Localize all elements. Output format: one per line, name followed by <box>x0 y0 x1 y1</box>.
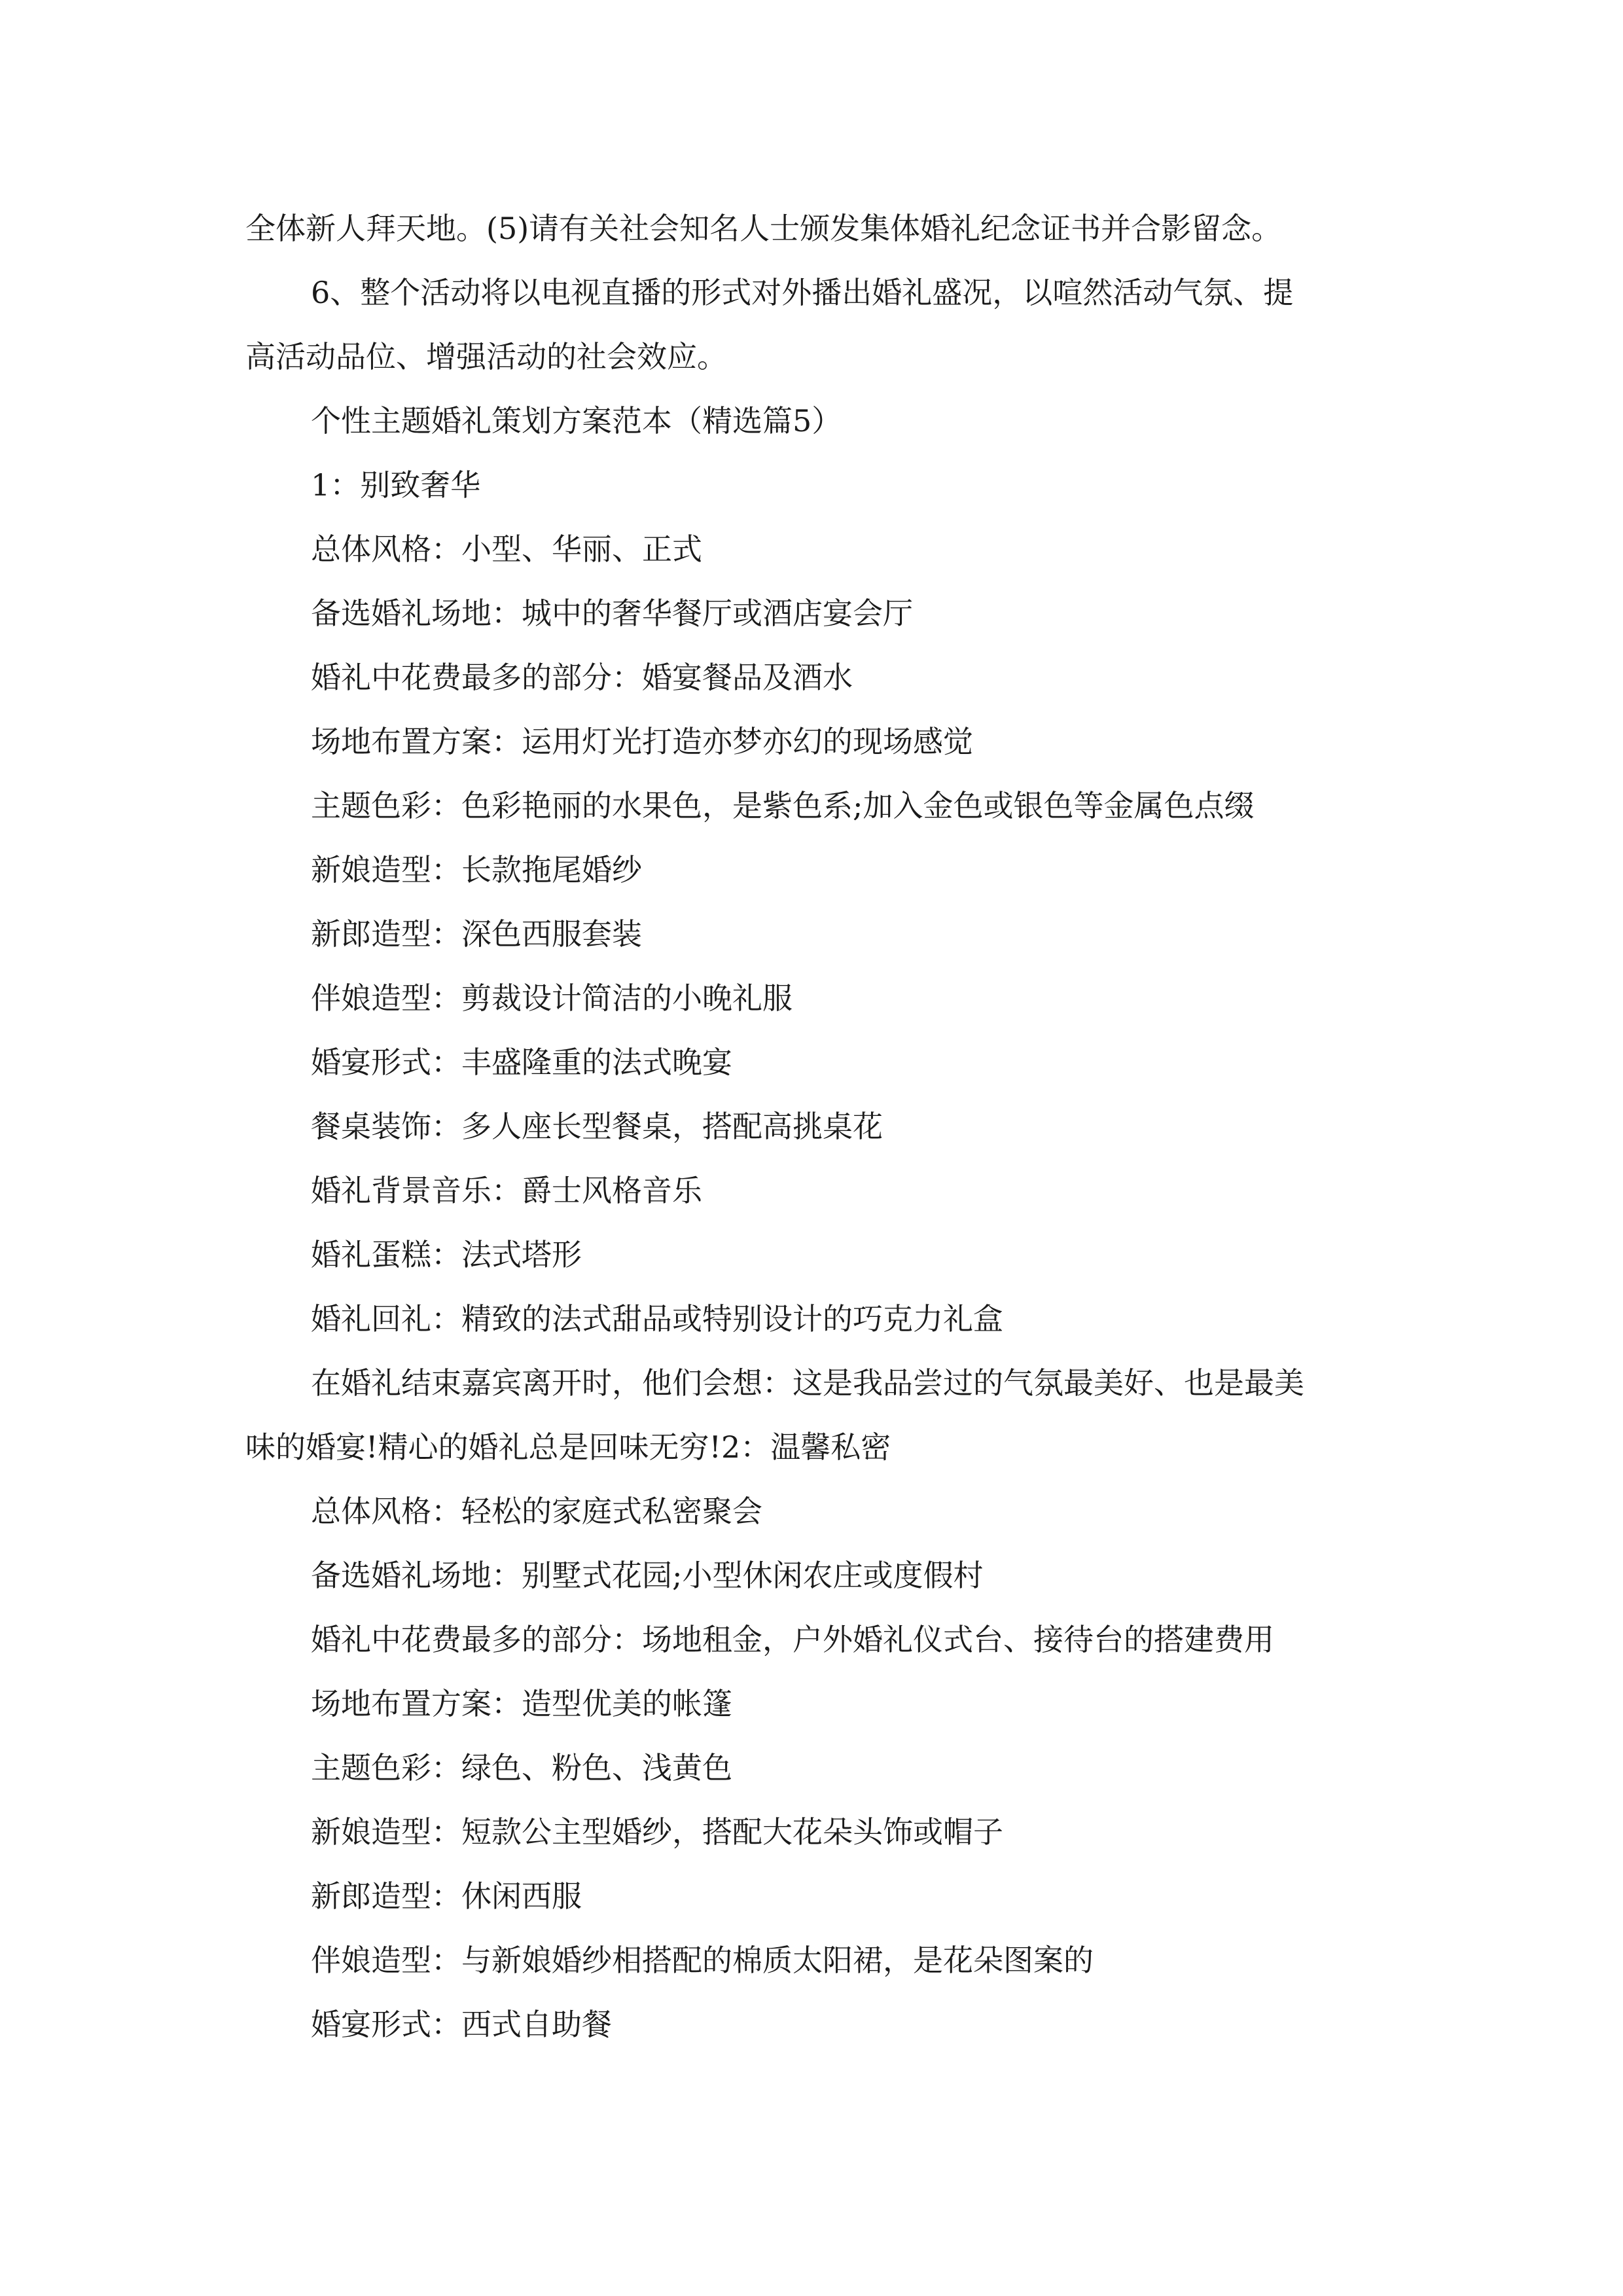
text-line: 新娘造型：长款拖尾婚纱 <box>311 852 642 888</box>
text-line: 主题色彩：色彩艳丽的水果色，是紫色系;加入金色或银色等金属色点缀 <box>311 788 1255 823</box>
text-line: 婚宴形式：丰盛隆重的法式晚宴 <box>311 1045 732 1080</box>
text-line: 婚礼背景音乐：爵士风格音乐 <box>311 1173 702 1208</box>
text-line: 场地布置方案：运用灯光打造亦梦亦幻的现场感觉 <box>311 724 973 759</box>
text-line: 婚宴形式：西式自助餐 <box>311 2007 612 2042</box>
text-line: 婚礼中花费最多的部分：婚宴餐品及酒水 <box>311 660 853 695</box>
text-line: 全体新人拜天地。(5)请有关社会知名人士颁发集体婚礼纪念证书并合影留念。 <box>245 211 1282 246</box>
text-line: 新娘造型：短款公主型婚纱，搭配大花朵头饰或帽子 <box>311 1814 1003 1850</box>
text-line: 备选婚礼场地：别墅式花园;小型休闲农庄或度假村 <box>311 1558 984 1593</box>
text-line: 婚礼蛋糕：法式塔形 <box>311 1237 582 1272</box>
text-line: 备选婚礼场地：城中的奢华餐厅或酒店宴会厅 <box>311 596 913 631</box>
document-page <box>245 196 1387 2056</box>
text-line: 6、整个活动将以电视直播的形式对外播出婚礼盛况，以喧然活动气氛、提 <box>311 275 1294 310</box>
text-line: 个性主题婚礼策划方案范本（精选篇5） <box>311 403 842 439</box>
text-line: 总体风格：轻松的家庭式私密聚会 <box>311 1494 762 1529</box>
text-line: 新郎造型：休闲西服 <box>311 1878 582 1914</box>
text-line: 伴娘造型：剪裁设计简洁的小晚礼服 <box>311 980 793 1016</box>
text-line: 主题色彩：绿色、粉色、浅黄色 <box>311 1750 732 1785</box>
text-line: 新郎造型：深色西服套装 <box>311 916 642 952</box>
text-line: 在婚礼结束嘉宾离开时，他们会想：这是我品尝过的气氛最美好、也是最美 <box>311 1365 1304 1401</box>
text-line: 婚礼回礼：精致的法式甜品或特别设计的巧克力礼盒 <box>311 1301 1003 1336</box>
text-line: 婚礼中花费最多的部分：场地租金，户外婚礼仪式台、接待台的搭建费用 <box>311 1622 1274 1657</box>
text-line: 高活动品位、增强活动的社会效应。 <box>245 339 727 374</box>
text-line: 场地布置方案：造型优美的帐篷 <box>311 1686 732 1721</box>
text-line: 伴娘造型：与新娘婚纱相搭配的棉质太阳裙，是花朵图案的 <box>311 1943 1094 1978</box>
text-line: 餐桌装饰：多人座长型餐桌，搭配高挑桌花 <box>311 1109 883 1144</box>
text-line: 总体风格：小型、华丽、正式 <box>311 531 702 567</box>
text-line: 1：别致奢华 <box>311 467 481 503</box>
text-line: 味的婚宴!精心的婚礼总是回味无穷!2：温馨私密 <box>245 1429 891 1465</box>
